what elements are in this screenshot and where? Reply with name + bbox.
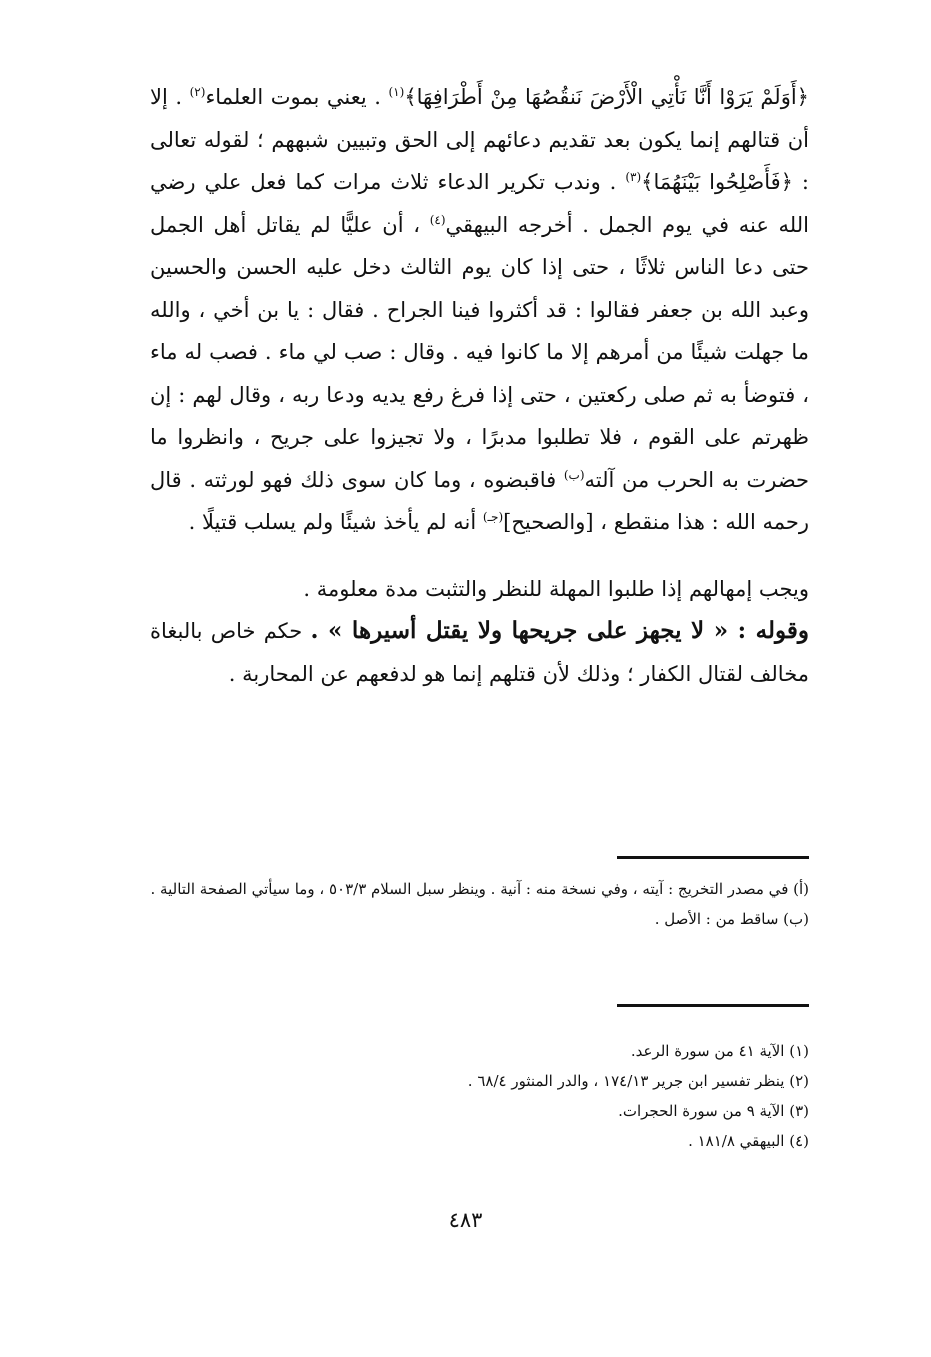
quoted-text: وقوله : « لا يجهز على جريحها ولا يقتل أسيرها » . (310, 617, 809, 644)
variant-note: (ب) ساقط من : الأصل . (654, 910, 809, 928)
text-run: . يعني بموت العلماء (205, 85, 389, 109)
text-run: أنه لم يأخذ شيئًا ولم يسلب قتيلًا . (188, 510, 483, 534)
variant-notes (150, 874, 809, 934)
text-run: فاقبضوه ، وما كان سوى ذلك فهو لورثته . قال رحمه الله : هذا منقطع ، [والصحيح] (150, 467, 809, 534)
footnote-ref: (٢) (189, 85, 206, 99)
footnote-ref: (٤) (429, 212, 446, 227)
paragraph-3 (150, 610, 809, 695)
source-note: (٢) ينظر تفسير ابن جرير ١٧٤/١٣ ، والدر المنثور ٦٨/٤ . (467, 1072, 809, 1090)
paragraph-2: ويجب إمهالهم إذا طلبوا المهلة للنظر والتثبت مدة معلومة . (303, 576, 809, 601)
variant-note: (أ) في مصدر التخريج : آيته ، وفي نسخة منه : آنية . وينظر سبل السلام ٥٠٣/٣ ، وما سيأتي الصفحة التالية . (150, 880, 809, 898)
quran-verse: ﴿فَأَصْلِحُوا بَيْنَهُمَا﴾ (641, 170, 793, 194)
text-run: ، أن عليًّا لم يقاتل أهل الجمل حتى دعا الناس ثلاثًا ، حتى إذا كان يوم الثالث دخل عليه الحسن والحسين وعبد الله بن جعفر فقالوا : قد أكثروا فينا الجراح . فقال : يا بن أخي ، والله ما جهلت شيئًا من أمرهم إلا ما كانوا فيه . وقال : صب لي ماء . فصب له ماء ، فتوضأ به ثم صلى ركعتين ، حتى إذا فرغ رفع يديه ودعا ربه ، وقال لهم : إن ظهرتم على القوم ، فلا تطلبوا مدبرًا ، ولا تجيزوا على جريح ، وانظروا ما حضرت به الحرب من آلته (150, 212, 810, 492)
page-number: ٤٨٣ (448, 1208, 483, 1232)
footnote-ref: (جـ) (482, 510, 504, 524)
main-text (150, 76, 809, 695)
footnote-ref: (١) (388, 85, 405, 99)
source-notes (150, 1036, 809, 1156)
text-run: . إلا أن قتالهم إنما يكون بعد تقديم دعائهم إلى الحق وتبيين شبههم ؛ لقوله تعالى : (150, 85, 809, 194)
paragraph-1 (150, 76, 809, 544)
footnote-divider (617, 1004, 809, 1007)
paragraph-gap (150, 544, 809, 568)
footnote-ref: (٣) (625, 170, 642, 184)
source-note: (١) الآية ٤١ من سورة الرعد. (630, 1042, 809, 1060)
source-note: (٣) الآية ٩ من سورة الحجرات. (618, 1102, 809, 1120)
quran-verse: ﴿أَوَلَمْ يَرَوْا أَنَّا نَأْتِي الْأَرْضَ نَنقُصُهَا مِنْ أَطْرَافِهَا﴾ (404, 85, 809, 109)
footnote-ref: (ب) (563, 467, 585, 482)
text-run: . وندب تكرير الدعاء ثلاث مرات كما فعل علي رضي الله عنه في يوم الجمل . أخرجه البيهقي (150, 170, 809, 237)
text-run: حكم خاص بالبغاة مخالف لقتال الكفار ؛ وذلك لأن قتلهم إنما هو لدفعهم عن المحاربة . (150, 619, 809, 686)
footnote-divider (617, 856, 809, 859)
source-note: (٤) البيهقي ١٨١/٨ . (688, 1132, 809, 1150)
